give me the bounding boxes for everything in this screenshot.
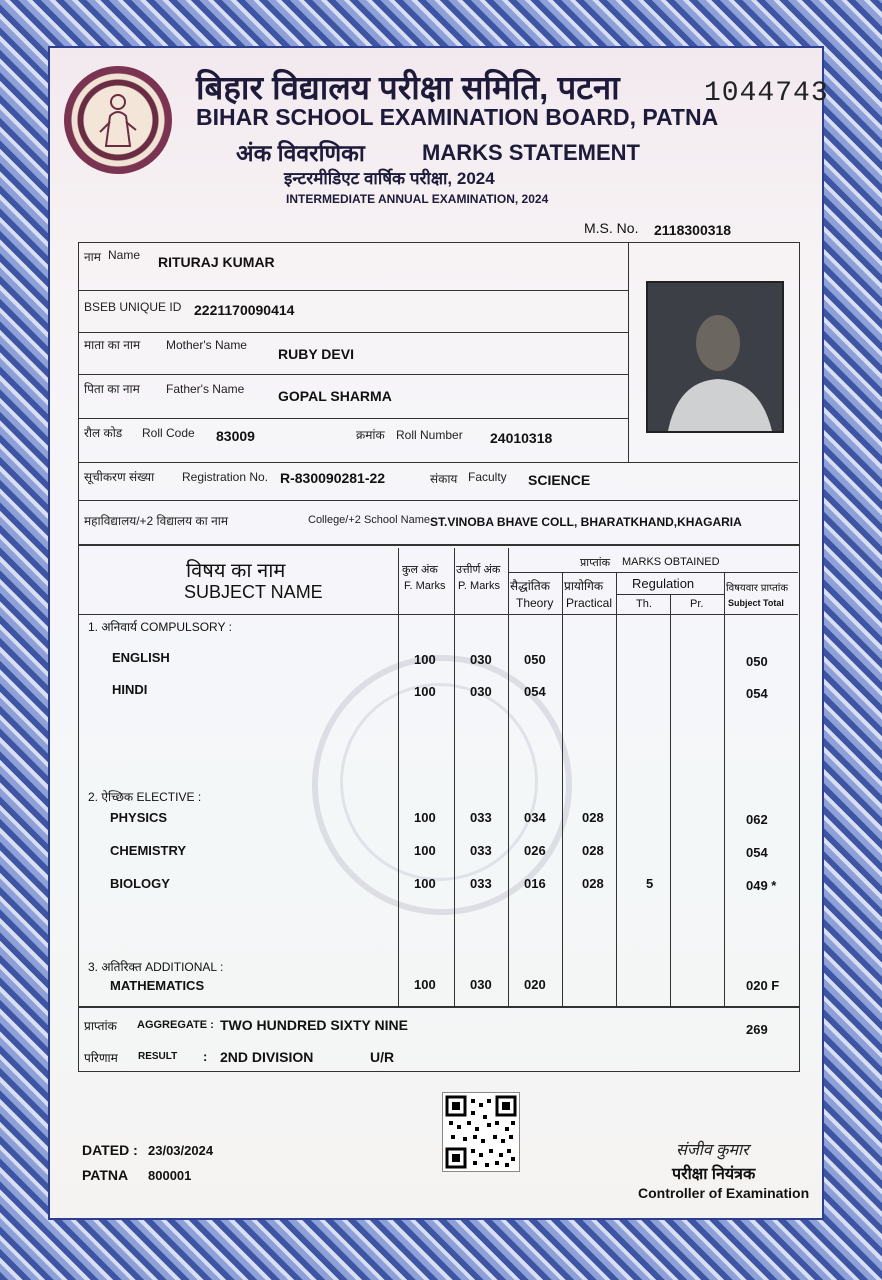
practical-header-en: Practical — [566, 596, 613, 610]
registration-label-hi: सूचीकरण संख्या — [84, 470, 155, 484]
exam-title-hindi: इन्टरमीडिएट वार्षिक परीक्षा, 2024 — [284, 169, 495, 188]
serial-number: 1044743 — [704, 78, 829, 109]
subject-total: 020 F — [746, 978, 780, 993]
subject-total: 049 * — [746, 878, 777, 893]
mother-label-hi: माता का नाम — [84, 338, 141, 352]
theory-header-hi: सैद्धांतिक — [510, 579, 550, 593]
pass-marks: 033 — [470, 843, 492, 858]
pmarks-header-en: P. Marks — [458, 580, 500, 592]
roll-number: 24010318 — [490, 430, 553, 446]
faculty-label-hi: संकाय — [430, 472, 458, 486]
subject-total: 054 — [746, 686, 768, 701]
section-additional: 3. अतिरिक्त ADDITIONAL : — [88, 960, 224, 974]
pass-marks: 030 — [470, 977, 492, 992]
figure-icon — [94, 92, 142, 148]
mother-name: RUBY DEVI — [278, 346, 354, 362]
registration-number: R-830090281-22 — [280, 470, 386, 486]
obtained-header-hi: प्राप्तांक — [580, 557, 611, 569]
section-compulsory: 1. अनिवार्य COMPULSORY : — [88, 620, 232, 634]
dated-value: 23/03/2024 — [148, 1143, 214, 1158]
aggregate-in-words: TWO HUNDRED SIXTY NINE — [220, 1017, 408, 1033]
aggregate-box — [78, 1006, 800, 1072]
theory-marks: 016 — [524, 876, 546, 891]
theory-marks: 050 — [524, 652, 546, 667]
faculty-value: SCIENCE — [528, 472, 591, 488]
practical-header-hi: प्रायोगिक — [564, 579, 604, 593]
theory-marks: 054 — [524, 684, 546, 699]
student-name: RITURAJ KUMAR — [158, 254, 275, 270]
pass-marks: 033 — [470, 876, 492, 891]
result-label-en: RESULT — [138, 1051, 178, 1062]
subject-total: 054 — [746, 845, 768, 860]
pass-marks: 033 — [470, 810, 492, 825]
controller-title-hi: परीक्षा नियंत्रक — [672, 1166, 756, 1183]
roll-code-label-en: Roll Code — [142, 426, 195, 440]
subject-name: MATHEMATICS — [110, 978, 205, 993]
result-division: 2ND DIVISION — [220, 1049, 314, 1065]
total-header-hi: विषयवार प्राप्तांक — [726, 583, 789, 594]
faculty-label-en: Faculty — [468, 470, 507, 484]
board-title-hindi: बिहार विद्यालय परीक्षा समिति, पटना — [196, 69, 620, 106]
student-photo — [646, 281, 784, 433]
unique-id: 2221170090414 — [194, 302, 295, 318]
ms-no-label: M.S. No. — [584, 220, 639, 236]
father-label-hi: पिता का नाम — [84, 382, 140, 396]
practical-marks: 028 — [582, 843, 604, 858]
full-marks: 100 — [414, 810, 436, 825]
fmarks-header-hi: कुल अंक — [402, 564, 438, 576]
photo-divider — [628, 242, 629, 462]
full-marks: 100 — [414, 652, 436, 667]
exam-title-english: INTERMEDIATE ANNUAL EXAMINATION, 2024 — [286, 192, 549, 206]
reg-th-header: Th. — [636, 598, 652, 610]
result-label-hi: परिणाम — [84, 1051, 118, 1065]
mother-label-en: Mother's Name — [166, 338, 247, 352]
theory-marks: 034 — [524, 810, 546, 825]
pmarks-header-hi: उत्तीर्ण अंक — [456, 564, 501, 576]
result-colon: : — [203, 1049, 208, 1064]
aggregate-label-hi: प्राप्तांक — [84, 1019, 117, 1033]
roll-number-label-en: Roll Number — [396, 428, 463, 442]
controller-signature: संजीव कुमार — [676, 1142, 749, 1159]
statement-title-english: MARKS STATEMENT — [422, 140, 640, 165]
name-label-hi: नाम — [84, 250, 101, 264]
statement-title-hindi: अंक विवरणिका — [236, 140, 365, 166]
regulation-header: Regulation — [632, 576, 695, 591]
ms-no-value: 2118300318 — [654, 222, 732, 238]
pass-marks: 030 — [470, 684, 492, 699]
full-marks: 100 — [414, 684, 436, 699]
obtained-header-en: MARKS OBTAINED — [622, 556, 720, 568]
subject-header-en: SUBJECT NAME — [184, 582, 323, 602]
roll-code: 83009 — [216, 428, 255, 444]
roll-number-label-hi: क्रमांक — [356, 428, 385, 442]
aggregate-value: 269 — [746, 1022, 768, 1037]
father-label-en: Father's Name — [166, 382, 245, 396]
subject-name: PHYSICS — [110, 810, 168, 825]
board-seal-logo — [64, 66, 172, 174]
name-label-en: Name — [108, 248, 141, 262]
roll-code-label-hi: रौल कोड — [84, 426, 123, 440]
subject-header-hi: विषय का नाम — [186, 560, 286, 582]
place-label: PATNA — [82, 1167, 129, 1183]
reg-pr-header: Pr. — [690, 598, 704, 610]
full-marks: 100 — [414, 977, 436, 992]
practical-marks: 028 — [582, 876, 604, 891]
college-label-hi: महाविद्यालय/+2 विद्यालय का नाम — [84, 514, 229, 528]
qr-code — [442, 1092, 520, 1172]
result-status: U/R — [370, 1049, 395, 1065]
college-label-en: College/+2 School Name — [308, 514, 430, 526]
controller-title-en: Controller of Examination — [638, 1185, 810, 1201]
qr-code-icon — [443, 1093, 519, 1171]
regulation-theory: 5 — [646, 876, 654, 891]
theory-header-en: Theory — [516, 596, 554, 610]
full-marks: 100 — [414, 876, 436, 891]
subject-name: HINDI — [112, 682, 148, 697]
dated-label: DATED : — [82, 1142, 138, 1158]
pass-marks: 030 — [470, 652, 492, 667]
uid-label: BSEB UNIQUE ID — [84, 300, 182, 314]
total-header-en: Subject Total — [728, 598, 784, 608]
subject-name: CHEMISTRY — [110, 843, 187, 858]
subject-name: BIOLOGY — [110, 876, 170, 891]
theory-marks: 026 — [524, 843, 546, 858]
subject-name: ENGLISH — [112, 650, 170, 665]
subject-total: 050 — [746, 654, 768, 669]
section-elective: 2. ऐच्छिक ELECTIVE : — [88, 790, 202, 804]
full-marks: 100 — [414, 843, 436, 858]
practical-marks: 028 — [582, 810, 604, 825]
board-title-english: BIHAR SCHOOL EXAMINATION BOARD, PATNA — [196, 104, 719, 130]
aggregate-label-en: AGGREGATE : — [137, 1019, 214, 1031]
place-pin: 800001 — [148, 1168, 192, 1183]
fmarks-header-en: F. Marks — [404, 580, 446, 592]
subject-total: 062 — [746, 812, 768, 827]
registration-label-en: Registration No. — [182, 470, 269, 484]
theory-marks: 020 — [524, 977, 546, 992]
person-photo-icon — [648, 283, 782, 431]
college-name: ST.VINOBA BHAVE COLL, BHARATKHAND,KHAGARIA — [430, 515, 742, 529]
father-name: GOPAL SHARMA — [278, 388, 392, 404]
